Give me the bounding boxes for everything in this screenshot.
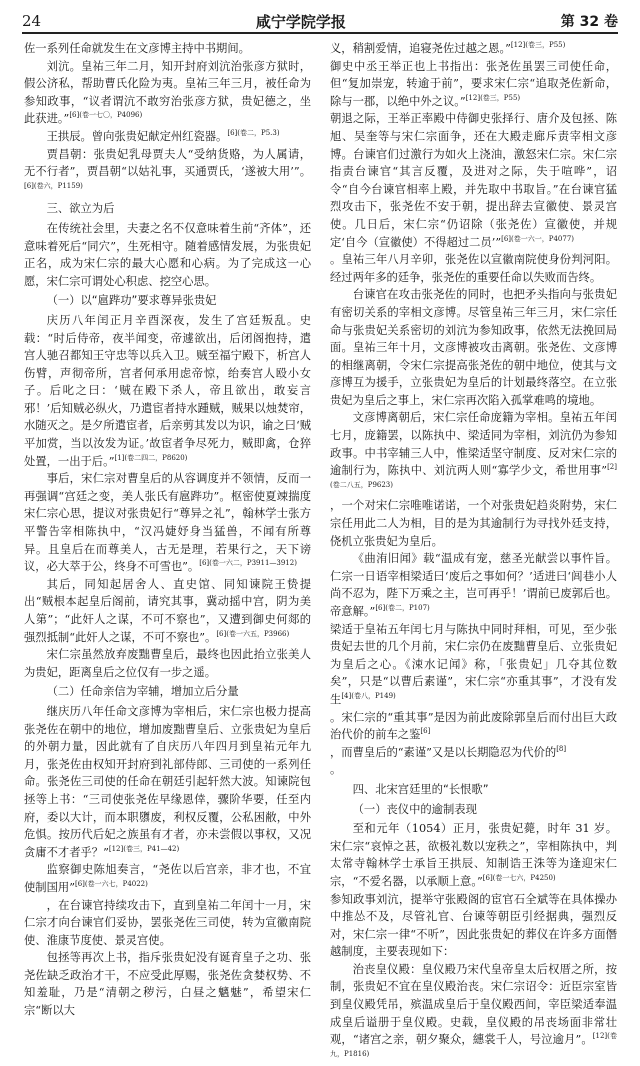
paragraph-text: （二）任命亲信为宰辅，增加立后分量 (46, 685, 239, 699)
paragraph-text: （一）丧仪中的逾制表现 (352, 802, 477, 816)
section-heading (330, 781, 617, 799)
subsection-heading (330, 801, 617, 819)
volume-label: 第 32 卷 (560, 14, 618, 30)
citation-marker: [6](卷一七六，P4250) (482, 874, 556, 883)
paragraph-text: 宋仁宗虽然放弃废黜曹皇后，最终也因此抬立张美人为贵妃，距离皇后之位仅有一步之遥。 (24, 648, 311, 679)
paragraph (24, 220, 311, 290)
journal-title: 咸宁学院学报 (255, 12, 346, 31)
paragraph-text: 朝退之际，王举正率殿中侍御史张择行、唐介及包拯、陈旭、吴奎等与宋仁宗面争，还在大殿走廊斥责宰相文彦博。台谏官们过激行为如火上浇油，激怒宋仁宗。宋仁宗指责台谏官“其言反覆，及进对之际，失于喧哗”，诏令“自今台谏官相率上殿，并先取中书取旨。”在台谏官猛烈攻击下，张尧佐不安于朝，提出辞去宣徽使、景灵宫使。几日后，宋仁宗“仍诏除（张尧佐）宣徽使，并规定‘自今（宣徽使）不得超过二员’” (330, 112, 617, 249)
paragraph-text: ，而曹皇后的“素谨”又是以长期隐忍为代价的 (330, 745, 557, 759)
paragraph (330, 621, 617, 709)
paragraph-text: 在传统社会里，夫妻之名不仅意味着生前“齐体”，还意味着死后“同穴”，生死相守。随着感情发展，为张贵妃正名，成为宋仁宗的最大心愿和心病。为了完成这一心愿，宋仁宗可谓处心积虑、挖空心思。 (24, 221, 311, 288)
citation-marker: [2](卷二八五，P9623) (330, 463, 617, 490)
citation-marker: [12](卷三，P41—42) (108, 844, 180, 853)
paragraph (24, 646, 311, 681)
citation-marker: [12](卷三，P55) (510, 41, 566, 50)
paragraph-text: 至和元年（1054）正月，张贵妃薨，时年 31 岁。宋仁宗“哀悼之甚，欲极礼数以宠秩之”，宰相陈执中，判太常寺翰林学士承旨王拱辰、知制诰王洙等为逢迎宋仁宗，“不爱名器，以承顺上意。” (330, 822, 617, 888)
paragraph (330, 820, 617, 890)
subsection-heading (24, 292, 311, 310)
paragraph (24, 703, 311, 861)
citation-marker: [6] (420, 727, 431, 736)
paragraph (24, 897, 311, 950)
paragraph-text: ，一个对宋仁宗唯唯诺诺，一个对张贵妃趋炎附势，宋仁宗任用此二人为相，目的是为其逾制行为寻找外廷支持，侥机立张贵妃为皇后。 (330, 499, 617, 548)
paragraph (330, 40, 617, 58)
paragraph (330, 550, 617, 620)
paragraph-text: 御史中丞王举正也上书指出：张尧佐虽罢三司使任命，但“复加崇宠，转逾于前”，要求宋仁宗“追取尧佐新命，除与一郡，以绝中外之议。” (330, 59, 617, 108)
paragraph-text: 。宋仁宗的“重其事”是因为前此废除郭皇后而付出巨大政治代价的前车之鉴 (330, 710, 617, 742)
paragraph-text: 监察御史陈旭奏言，“尧佐以后宫亲，非才也，不宜使制国用” (24, 863, 311, 894)
citation-marker: [6](卷一六五，P3966) (216, 629, 290, 638)
paragraph-text: 王拱辰。曾向张贵妃献定州红瓷器。 (46, 129, 228, 143)
paragraph-text: 台谏官在攻击张尧佐的同时，也把矛头指向与张贵妃有密切关系的宰相文彦博。尽管皇祐三年三月，宋仁宗任命与张贵妃关系密切的刘沆为参知政事，依然无法挽回局面。皇祐三年十月，文彦博被攻击离朝。张尧佐、文彦博的相继离朝，令宋仁宗提高张尧佐的朝中地位，使其与文彦博互为援手，立张贵妃为皇后的计划最终落空。在立张贵妃为皇后之事上，宋仁宗再次陷入孤掌难鸣的境地。 (330, 288, 617, 407)
citation-marker: [12](卷三，P55) (465, 94, 521, 103)
paragraph (330, 891, 617, 961)
citation-marker: [6](卷一七〇，P4096) (69, 111, 143, 120)
paragraph (330, 761, 617, 779)
paragraph (330, 744, 617, 762)
paragraph-text: 继庆历八年任命文彦博为宰相后，宋仁宗也极力提高张尧佐在朝中的地位，增加废黜曹皇后、立张贵妃为皇后的外朝力量，因此就有了自庆历八年四月到皇祐元年九月，张尧佐由权知开封府到礼部侍郎、三司使的一系列任命。张尧佐三司使的任命在朝廷引起轩然大波。知谏院包拯等上书：“三司使张尧佐早缘恩倖，骤阶华要，任至内府，委以大计，而本职隳废，利权反覆，公私困敝，中外危惧。按历代后妃之族虽有才者，亦未尝假以事权，又况贪庸不才者乎？” (24, 704, 311, 859)
citation-marker: [12](卷九，P1816) (330, 1032, 617, 1059)
paragraph (24, 146, 311, 199)
paragraph (330, 286, 617, 409)
citation-marker: [8] (556, 744, 567, 753)
paragraph-text: 佐一系列任命就发生在文彦博主持中书期间。 (24, 42, 250, 55)
paragraph-text: 三、欲立为后 (46, 202, 115, 216)
paragraph (24, 861, 311, 896)
citation-marker: [6](卷二，P5.3) (227, 129, 280, 138)
paragraph-text: 。 (330, 763, 342, 777)
citation-marker: [6](卷一六二，P3911—3912) (199, 559, 297, 568)
paragraph (330, 709, 617, 744)
section-heading (24, 200, 311, 218)
page-number: 24 (22, 12, 42, 30)
paragraph (24, 40, 311, 58)
paragraph-text: 其后，同知起居舍人、直史馆、同知谏院王贽提出“贼根本起皇后阁前，请究其事，冀动摇中宫，阴为美人第”；“此奸人之谋，不可不察也”，又遭到御史何郯的强烈抵制“此奸人之谋，不可不察也”。 (24, 577, 311, 644)
paragraph-text: 义，稍割爱情，追寝尧佐过越之恩。” (330, 42, 511, 55)
paragraph (24, 949, 311, 1019)
paragraph (24, 312, 311, 470)
paragraph-text: 《曲洧旧闻》载“温成有宠，慈圣光献尝以事忤旨。仁宗一日语宰相梁适曰‘废后之事如何？’适进曰‘闾巷小人尚不忍为，陛下万乘之主，岂可再乎！’谓前已废郭后也。帝意解。” (330, 552, 617, 618)
paragraph (330, 409, 617, 497)
paragraph-text: 梁适于皇祐五年闰七月与陈执中同时拜相，可见，至少张贵妃去世的几个月前，宋仁宗仍在废黜曹皇后、立张贵妃为皇后之心。《涑水记闻》称，「张贵妃」几夺其位数矣”，只是“以曹后素谨”，宋仁宗“亦重其事”，才没有发生 (330, 622, 617, 706)
paragraph-text: 文彦博离朝后，宋仁宗任命庞籍为宰相。皇祐五年闰七月，庞籍罢，以陈执中、梁适同为宰相，刘沆仍为参知政事。中书宰辅三人中，惟梁适坚守制度、反对宋仁宗的逾制行为，陈执中、刘沆两人则“寡学少文，希世用事” (330, 411, 617, 478)
citation-marker: [1](卷二四二，P8620) (114, 453, 188, 462)
paragraph-text: 事后，宋仁宗对曹皇后的从容调度并不领情，反而一再强调“宫廷之变，美人张氏有扈跸功”。枢密使夏竦揣度宋仁宗心思，提议对张贵妃行“尊异之礼”，翰林学士张方平警告宰相陈执中，“汉冯婕妤身当猛兽，不闻有所尊异。且皇后在而尊美人，古无是理，若果行之，天下谤议，必大萃于公，终身不可雪也”。 (24, 472, 311, 574)
paragraph-text: 治丧皇仪殿：皇仪殿乃宋代皇帝皇太后权厝之所，按制，张贵妃不宜在皇仪殿治丧。宋仁宗诏令：近臣宗室皆到皇仪殿凭吊，殡温成皇后于皇仪殿西间，宰臣梁适奉温成皇后谥册于皇仪殿。史载，皇仪殿的吊丧场面非常壮观，“诸宫之亲，朝夕聚众，繐裳千人，号泣逾月”。 (330, 962, 617, 1047)
paragraph-text: 刘沆。皇祐三年二月，知开封府刘沆治张彦方狱时，假公济私，帮助曹氏化险为夷。皇祐三年三月，被任命为参知政事，“议者谓沆不敢穷治张彦方狱，贵妃德之，坐此获进。” (24, 59, 311, 126)
paragraph (330, 58, 617, 111)
paragraph-text: 贾昌朝：张贵妃乳母贾夫人“受纳货赂，为人属请，无不行者”，贾昌朝“以姑礼事，买通贾氏，‘遂被大用’”。 (24, 147, 311, 179)
paragraph-text: 包拯等再次上书，指斥张贵妃没有诞育皇子之功、张尧佐缺乏政治才干，不应受此厚赐，张尧佐贪婪权势、不知羞耻，乃是“清朝之秽污，白昼之魑魅”，希望宋仁宗“断以大 (24, 951, 311, 1018)
paragraph (330, 110, 617, 251)
citation-marker: [6](卷一六一，P4077) (501, 234, 575, 243)
citation-marker: [6](卷二，P107) (375, 604, 430, 613)
right-column (330, 40, 617, 1059)
paragraph-text: 庆历八年闰正月辛酉深夜，发生了宫廷叛乱。史载：“时后侍帝，夜半闻变，帝遽欲出，后闭阁抱持，遣宫人驰召都知王守忠等以兵入卫。贼至福宁殿下，析宫人伤臂，声彻帝所，宫者何承用虑帝惊，绐奏宫人殴小女子。后叱之曰：‘贼在殿下杀人，帝且欲出，敢妄言邪！’后知贼必纵火，乃遣宦者持水踵贼，贼果以烛焚帘，水随灭之。是夕所遣宦者，后亲剪其发以为识，谕之曰‘贼平加赏，当以汝发为证。’故宦者争尽死力，贼即禽，仓猝处置，一出于后。” (24, 313, 311, 468)
paragraph-text: ，在台谏官持续攻击下，直到皇祐二年闰十一月，宋仁宗才向台谏官们妥协，罢张尧佐三司使，转为宣徽南院使、淮康节度使、景灵宫使。 (24, 898, 311, 947)
citation-marker: [6](卷一六七，P4022) (74, 880, 148, 889)
paragraph-text: （一）以“扈跸功”要求尊异张贵妃 (46, 294, 217, 308)
paragraph-text: 。皇祐三年八月辛卯，张尧佐以宣徽南院使身份判河阳。经过两年多的廷争，张尧佐的重要任命以失败而告终。 (330, 253, 617, 284)
paragraph (24, 58, 311, 128)
left-column (24, 40, 311, 1018)
running-header (22, 10, 618, 34)
paragraph (330, 251, 617, 286)
paragraph-text: 四、北宋宫廷里的“长恨歌” (352, 782, 489, 796)
paragraph (330, 961, 617, 1066)
paragraph (24, 576, 311, 646)
subsection-heading (24, 683, 311, 701)
paragraph (330, 497, 617, 550)
paragraph (24, 128, 311, 146)
citation-marker: [6](卷六，P1159) (24, 181, 83, 190)
paragraph-text: 参知政事刘沆，提举守张殿阁的宦官石全斌等在具体操办中推怂不及，尽管礼官、台谏等朝臣引经据典，强烈反对，宋仁宗一律“不听”，因此张贵妃的葬仪在许多方面僭越制度，主要表现如下： (330, 892, 617, 959)
citation-marker: [4](卷八，P149) (341, 692, 396, 701)
paragraph (24, 470, 311, 576)
